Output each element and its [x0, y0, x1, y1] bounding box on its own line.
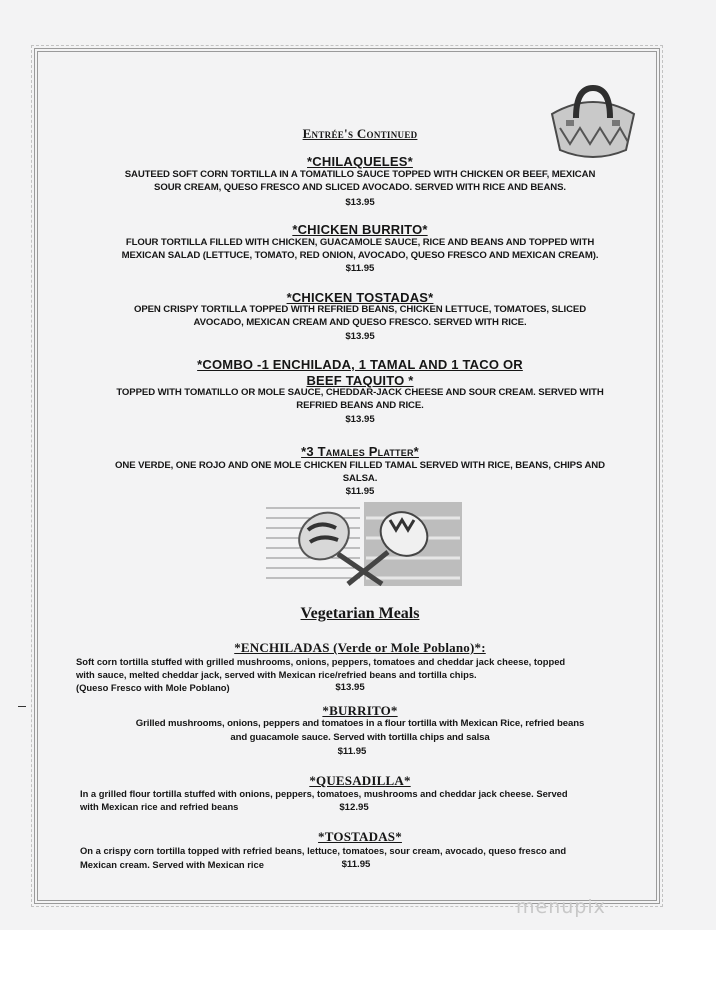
item-description-line: REFRIED BEANS AND RICE. — [296, 400, 424, 411]
item-description-line: FLOUR TORTILLA FILLED WITH CHICKEN, GUACAMOLE SAUCE, RICE AND BEANS AND TOPPED WITH — [125, 237, 595, 248]
item-description-line: OPEN CRISPY TORTILLA TOPPED WITH REFRIED BEANS, CHICKEN LETTUCE, TOMATOES, SLICED — [133, 304, 587, 315]
item-description-line: SOUR CREAM, QUESO FRESCO AND SLICED AVOCADO. SERVED WITH RICE AND BEANS. — [154, 182, 566, 193]
veg-item-description-line: Mexican cream. Served with Mexican rice — [80, 859, 264, 870]
veg-item-price: $11.95 — [341, 859, 371, 870]
scan-mark — [18, 706, 26, 707]
veg-item-price: $12.95 — [339, 802, 369, 813]
watermark: menupix — [516, 896, 606, 918]
veg-item-title-enchiladas: *ENCHILADAS (Verde or Mole Poblano)*: — [234, 640, 486, 655]
item-title-combo-continued: BEEF TAQUITO * — [306, 373, 414, 388]
veg-item-description-line: (Queso Fresco with Mole Poblano) — [76, 682, 230, 693]
item-title-combo: *COMBO -1 ENCHILADA, 1 TAMAL AND 1 TACO OR — [197, 357, 523, 372]
veg-item-description-line: with sauce, melted cheddar jack, served with Mexican rice/refried beans and tortilla chips. — [76, 669, 477, 680]
item-description-line: MEXICAN SALAD (LETTUCE, TOMATO, RED ONION, AVOCADO, QUESO FRESCO AND MEXICAN CREAM). — [121, 250, 599, 261]
sombrero-emblem-icon — [546, 84, 640, 160]
item-title-chilaqueles: *CHILAQUELES* — [307, 154, 413, 169]
item-title-tamales-platter: *3 Tamales Platter* — [301, 444, 419, 459]
item-description-line: ONE VERDE, ONE ROJO AND ONE MOLE CHICKEN FILLED TAMAL SERVED WITH RICE, BEANS, CHIPS AND — [115, 460, 605, 471]
item-price: $13.95 — [345, 331, 375, 342]
vegetarian-header: Vegetarian Meals — [300, 605, 420, 622]
scan-margin — [0, 930, 716, 984]
veg-item-description-line: On a crispy corn tortilla topped with refried beans, lettuce, tomatoes, sour cream, avocado, queso fresco and — [80, 845, 567, 856]
veg-item-description-line: with Mexican rice and refried beans — [80, 801, 239, 812]
veg-item-description-line: Grilled mushrooms, onions, peppers and tomatoes in a flour tortilla with Mexican Rice, refried beans — [135, 718, 585, 729]
maracas-illustration-icon — [264, 498, 464, 590]
veg-item-title-tostadas: *TOSTADAS* — [318, 829, 402, 844]
item-description-line: SAUTEED SOFT CORN TORTILLA IN A TOMATILLO SAUCE TOPPED WITH CHICKEN OR BEEF, MEXICAN — [124, 169, 596, 180]
item-description-line: SALSA. — [342, 473, 378, 484]
item-price: $11.95 — [345, 486, 375, 497]
item-title-chicken-burrito: *CHICKEN BURRITO* — [292, 222, 428, 237]
veg-item-price: $11.95 — [337, 746, 367, 757]
section-header: Entrée's Continued — [302, 126, 418, 141]
item-price: $13.95 — [345, 197, 375, 208]
veg-item-price: $13.95 — [335, 682, 365, 693]
item-title-chicken-tostadas: *CHICKEN TOSTADAS* — [286, 290, 434, 305]
item-description-line: TOPPED WITH TOMATILLO OR MOLE SAUCE, CHEDDAR-JACK CHEESE AND SOUR CREAM. SERVED WITH — [116, 387, 604, 398]
veg-item-description-line: and guacamole sauce. Served with tortilla chips and salsa — [230, 732, 490, 743]
veg-item-description-line: Soft corn tortilla stuffed with grilled mushrooms, onions, peppers, tomatoes and cheddar jack cheese, topped — [76, 656, 566, 667]
item-price: $11.95 — [345, 263, 375, 274]
item-price: $13.95 — [345, 414, 375, 425]
veg-item-title-burrito: *BURRITO* — [322, 703, 398, 718]
veg-item-title-quesadilla: *QUESADILLA* — [309, 773, 411, 788]
item-description-line: AVOCADO, MEXICAN CREAM AND QUESO FRESCO. SERVED WITH RICE. — [193, 317, 527, 328]
veg-item-description-line: In a grilled flour tortilla stuffed with onions, peppers, tomatoes, mushrooms and cheddar jack cheese. Served — [80, 788, 568, 799]
